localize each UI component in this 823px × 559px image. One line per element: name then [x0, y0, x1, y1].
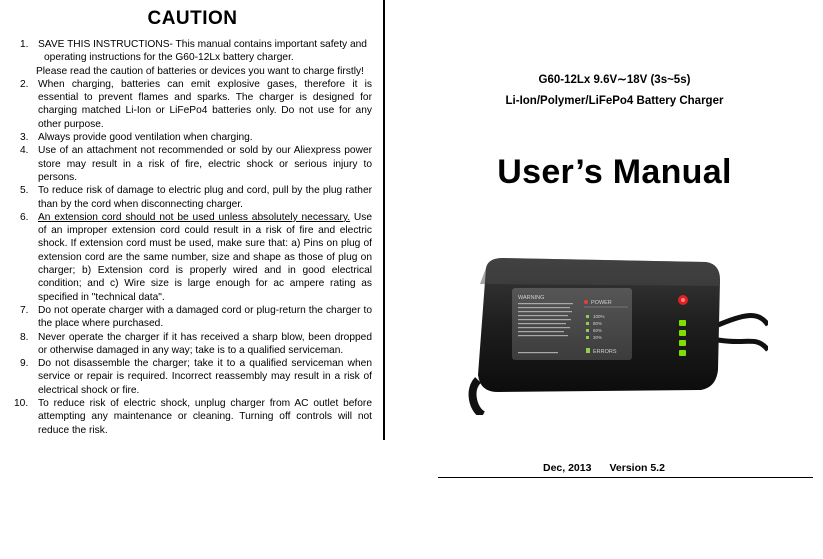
warning-label: WARNING: [518, 295, 545, 301]
footer-version: Version 5.2: [609, 462, 665, 474]
caution-item-4: [20, 144, 372, 184]
pct-60: 60%: [593, 328, 603, 333]
caution-item-8: [20, 331, 372, 358]
errors-label: ERRORS: [593, 349, 617, 355]
caution-item-6: [20, 211, 372, 304]
item-number: 5.: [20, 185, 29, 197]
ac-cable-2: [718, 340, 768, 350]
item-number: 4.: [20, 145, 29, 157]
item-note: Please read the caution of batteries or devices you want to charge firstly!: [36, 65, 364, 77]
caution-item-1: [20, 38, 372, 78]
cover-page: [438, 0, 823, 559]
charge-led-icon: [679, 350, 686, 356]
item-text: Use of an attachment not recommended or sold by our Aliexpress power store may result in a risk of fire, electric shock or serious injury to persons.: [38, 145, 372, 183]
power-dot-icon: [584, 300, 588, 304]
model-line: G60-12Lx 9.6V∼18V (3s~5s): [538, 74, 691, 86]
item-text: SAVE THIS INSTRUCTIONS- This manual contains important safety and: [38, 39, 367, 50]
item-number: 9.: [20, 358, 29, 370]
caution-item-3: [20, 131, 372, 144]
caution-item-9: [20, 357, 372, 397]
item-text: operating instructions for the G60-12Lx battery charger.: [44, 52, 294, 64]
pct-30: 30%: [593, 335, 603, 340]
ac-cable: [718, 316, 768, 325]
item-text-rest: Use of an improper extension cord could result in a risk of fire and electric shock. If extension cord must be used, make sure that: a) Pins on plug of extension cord are the same number, size and shape as those of plug on charger; b) Extension cord is properly wired and in good electrical condition; and c) Wire size is large enough for ac ampere rating as specified in "technical data".: [38, 211, 373, 303]
item-number: 3.: [20, 132, 29, 144]
caution-title: CAUTION: [147, 8, 238, 29]
item-text: Do not operate charger with a damaged cord or plug-return the charger to the place where purchased.: [38, 304, 372, 330]
item-text: Never operate the charger if it has received a sharp blow, been dropped or otherwise damaged in any way; take is to a qualified serviceman.: [38, 331, 372, 356]
item-number: 8.: [20, 331, 29, 343]
item-text: [38, 211, 372, 304]
footer-rule: [438, 477, 813, 478]
caution-item-10: [14, 397, 372, 437]
page-divider: [383, 0, 385, 440]
pct-80: 80%: [593, 321, 603, 326]
charger-subtitle: Li-Ion/Polymer/LiFePo4 Battery Charger: [505, 95, 724, 107]
caution-page: [0, 0, 385, 559]
pct-100: 100%: [593, 314, 605, 319]
power-label: POWER: [591, 300, 612, 306]
charge-led-icon: [679, 340, 686, 346]
item-number: 10.: [14, 398, 29, 410]
item-number: 6.: [20, 211, 29, 223]
item-text: Always provide good ventilation when charging.: [38, 132, 253, 144]
dc-cable: [473, 380, 483, 415]
footer-info: [543, 462, 665, 474]
item-number: 7.: [20, 304, 29, 316]
item-number: 1.: [20, 39, 29, 50]
caution-item-7: [20, 304, 372, 331]
charge-led-icon: [679, 330, 686, 336]
caution-item-2: [20, 78, 372, 131]
item-text: To reduce risk of electric shock, unplug charger from AC outlet before attempting any maintenance or cleaning. Turning off controls will not reduce the risk.: [38, 398, 372, 436]
charge-led-icon: [679, 320, 686, 326]
item-number: 2.: [20, 78, 29, 90]
item-text: Do not disassemble the charger; take it to a qualified serviceman when service or repair is required. Incorrect reassembly may result in a risk of electrical shock or fire.: [38, 358, 372, 396]
caution-item-5: [20, 184, 372, 211]
footer-date: Dec, 2013: [543, 462, 592, 474]
caution-list: [14, 38, 373, 437]
underlined-warning: An extension cord should not be used unless absolutely necessary.: [38, 211, 351, 223]
item-text: To reduce risk of damage to electric plug and cord, pull by the plug rather than by the cord when disconnecting charger.: [38, 185, 372, 210]
charger-photo: [468, 240, 768, 415]
manual-title: User’s Manual: [497, 153, 732, 191]
item-text: When charging, batteries can emit explosive gases, therefore it is essential to prevent flames and sparks. The charger is designed for charging matched Li-Ion or LiFePo4 batteries only. Do not use for any other purpose.: [38, 78, 372, 130]
